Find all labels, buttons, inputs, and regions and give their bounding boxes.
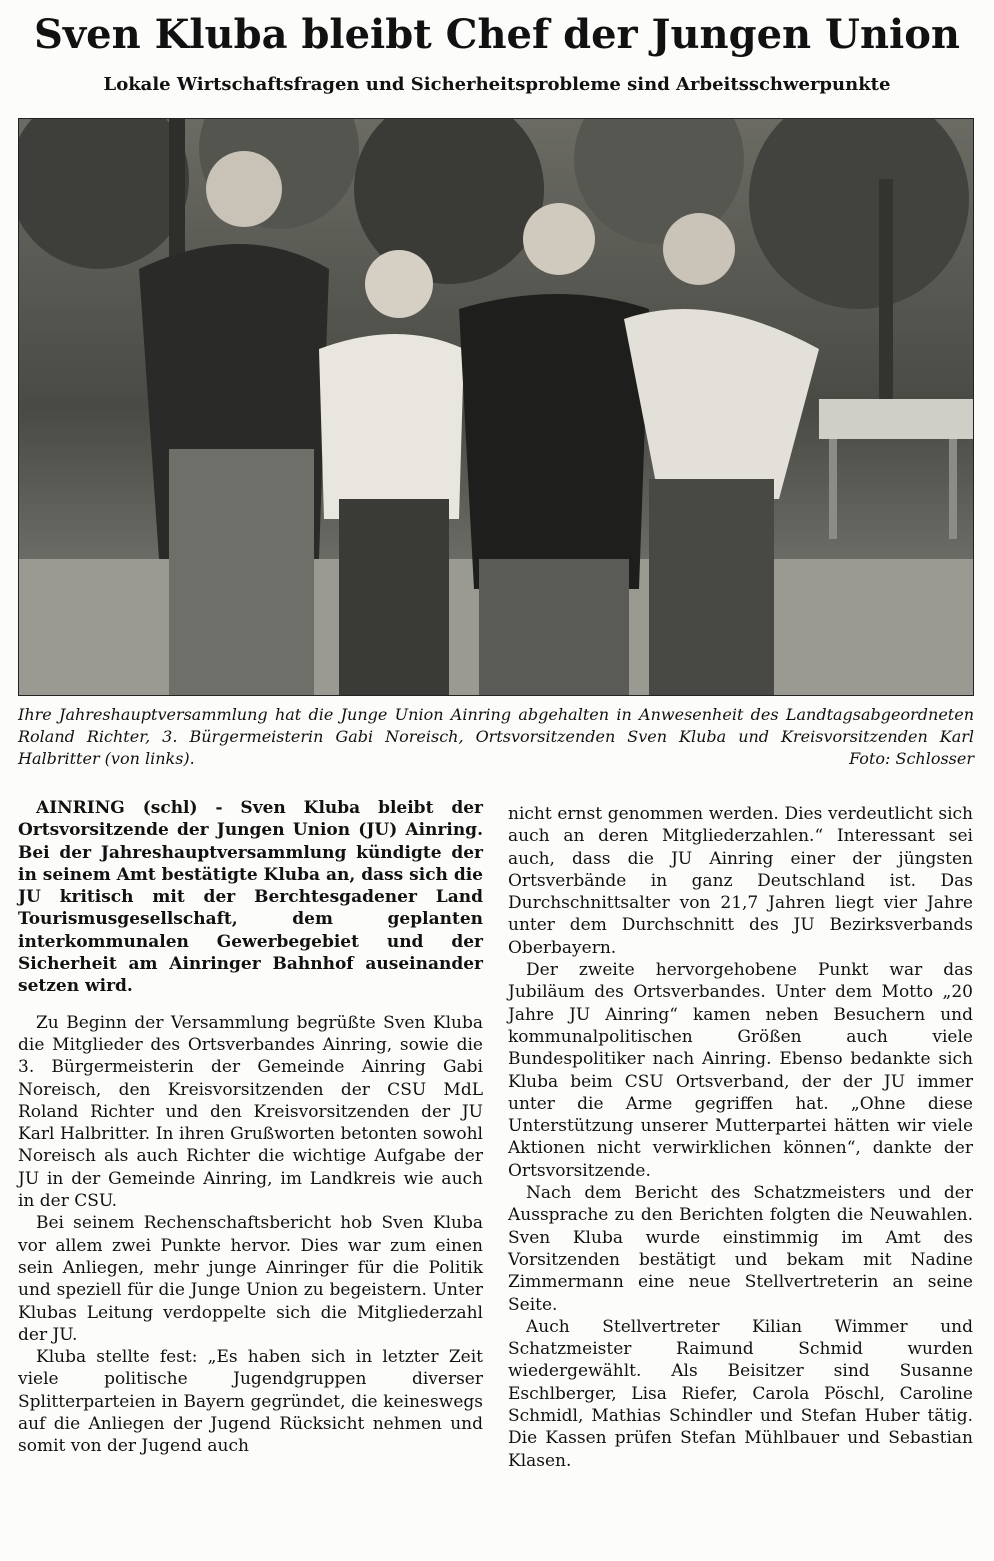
photo-caption [18, 704, 974, 770]
article-column-left [18, 797, 483, 1458]
group-photo-image [19, 119, 974, 696]
caption-text: Ihre Jahreshauptversammlung hat die Junge Union Ainring abgehalten in Anwesenheit des Landtagsabgeordneten Roland Richter, 3. Bürgermeisterin Gabi Noreisch, Ortsvorsitzenden Sven Kluba und Kreisvorsitzenden Karl Halbritter (von links). [18, 705, 974, 768]
article-paragraph: Bei seinem Rechenschaftsbericht hob Sven Kluba vor allem zwei Punkte hervor. Dies war zum einen sein Anliegen, mehr junge Ainringer für die Politik und speziell für die Junge Union zu begeistern. Unter Klubas Leitung verdoppelte sich die Mitgliederzahl der JU. [18, 1213, 483, 1345]
subheadline: Lokale Wirtschaftsfragen und Sicherheitsprobleme sind Arbeitsschwerpunkte [103, 74, 891, 95]
article-paragraph: Nach dem Bericht des Schatzmeisters und der Aussprache zu den Berichten folgten die Neuwahlen. Sven Kluba wurde einstimmig im Amt des Vorsitzenden bestätigt und bekam mit Nadine Zimmermann eine neue Stellvertreterin an seine Seite. [508, 1183, 973, 1315]
article-paragraph: Zu Beginn der Versammlung begrüßte Sven Kluba die Mitglieder des Ortsverbandes Ainring, sowie die 3. Bürgermeisterin der Gemeinde Ainring Gabi Noreisch, den Kreisvorsitzenden der CSU MdL Roland Richter und den Kreisvorsitzenden der JU Karl Halbritter. In ihren Grußworten betonten sowohl Noreisch als auch Richter die wichtige Aufgabe der JU in der Gemeinde Ainring, im Landkreis wie auch in der CSU. [18, 1012, 483, 1212]
group-photo [18, 118, 974, 696]
article-column-right [508, 803, 973, 1472]
article-lead: AINRING (schl) - Sven Kluba bleibt der Ortsvorsitzende der Jungen Union (JU) Ainring. Bei der Jahreshauptversammlung kündigte der in seinem Amt bestätigte Kluba an, dass sich die JU kritisch mit der Berchtesgadener Land Tourismusgesellschaft, dem geplanten interkommunalen Gewerbegebiet und der Sicherheit am Ainringer Bahnhof auseinander setzen wird. [18, 798, 483, 997]
article-paragraph: Der zweite hervorgehobene Punkt war das Jubiläum des Ortsverbandes. Unter dem Motto „20 Jahre JU Ainring“ kamen neben Besuchern und kommunalpolitischen Größen auch viele Bundespolitiker nach Ainring. Ebenso bedankte sich Kluba beim CSU Ortsverband, der der JU immer unter die Arme gegriffen hat. „Ohne diese Unterstützung unserer Mutterpartei hätten wir viele Aktionen nicht verwirklichen können“, dankte der Ortsvorsitzende. [508, 960, 973, 1181]
headline: Sven Kluba bleibt Chef der Jungen Union [34, 11, 960, 58]
article-paragraph: Kluba stellte fest: „Es haben sich in letzter Zeit viele politische Jugendgruppen diverser Splitterparteien in Bayern gegründet, die keineswegs auf die Anliegen der Jugend Rücksicht nehmen und somit von der Jugend auch [18, 1347, 483, 1457]
article-paragraph: nicht ernst genommen werden. Dies verdeutlicht sich auch an deren Mitgliederzahlen.“ Interessant sei auch, dass die JU Ainring einer der jüngsten Ortsverbände in ganz Deutschland ist. Das Durchschnittsalter von 21,7 Jahren liegt vier Jahre unter dem Durchschnitt des JU Bezirksverbands Oberbayern. [508, 804, 973, 958]
article-paragraph: Auch Stellvertreter Kilian Wimmer und Schatzmeister Raimund Schmid wurden wiedergewählt. Als Beisitzer sind Susanne Eschlberger, Lisa Riefer, Carola Pöschl, Caroline Schmidl, Mathias Schindler und Stefan Huber tätig. Die Kassen prüfen Stefan Mühlbauer und Sebastian Klasen. [508, 1316, 973, 1471]
photo-credit: Foto: Schlosser [849, 749, 974, 768]
